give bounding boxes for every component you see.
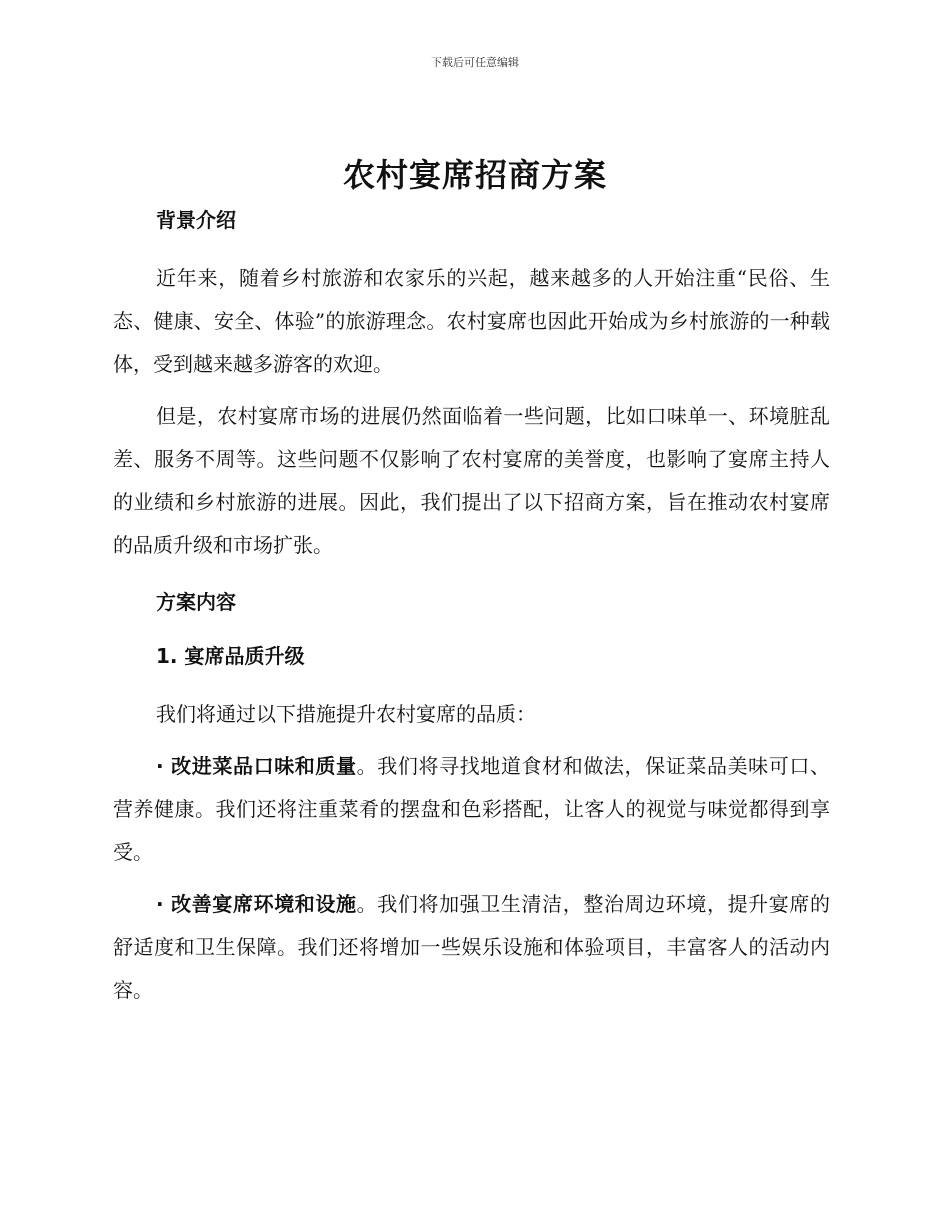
document-body xyxy=(113,203,830,1021)
paragraph-problems: 但是，农村宴席市场的进展仍然面临着一些问题，比如口味单一、环境脏乱差、服务不周等。这些问题不仅影响了农村宴席的美誉度，也影响了宴席主持人的业绩和乡村旅游的进展。因此，我们提出了以下招商方案，旨在推动农村宴席的品质升级和市场扩张。 xyxy=(113,404,830,557)
section-heading-background: 背景介绍 xyxy=(156,208,236,232)
bullet-item-dishes-lead: · 改进菜品口味和质量 xyxy=(156,754,357,778)
paragraph-measures-intro: 我们将通过以下措施提升农村宴席的品质： xyxy=(156,702,536,726)
paragraph-intro: 近年来，随着乡村旅游和农家乐的兴起，越来越多的人开始注重“民俗、生态、健康、安全、体验”的旅游理念。农村宴席也因此开始成为乡村旅游的一种载体，受到越来越多游客的欢迎。 xyxy=(113,266,830,376)
bullet-item-environment-text: 。我们将加强卫生清洁，整治周边环境，提升宴席的舒适度和卫生保障。我们还将增加一些娱乐设施和体验项目，丰富客人的活动内容。 xyxy=(113,892,831,1002)
document-title: 农村宴席招商方案 xyxy=(342,156,607,194)
bullet-item-environment-lead: · 改善宴席环境和设施 xyxy=(156,892,357,916)
section-heading-content: 方案内容 xyxy=(156,590,236,614)
header-note: 下载后可任意编辑 xyxy=(431,56,519,69)
bullet-item-dishes-text: 。我们将寻找地道食材和做法，保证菜品美味可口、营养健康。我们还将注重菜肴的摆盘和色彩搭配，让客人的视觉与味觉都得到享受。 xyxy=(113,754,831,864)
bullet-item-dishes xyxy=(113,745,830,874)
bullet-item-environment xyxy=(113,883,830,1012)
subsection-heading-quality: 1. 宴席品质升级 xyxy=(156,644,305,668)
